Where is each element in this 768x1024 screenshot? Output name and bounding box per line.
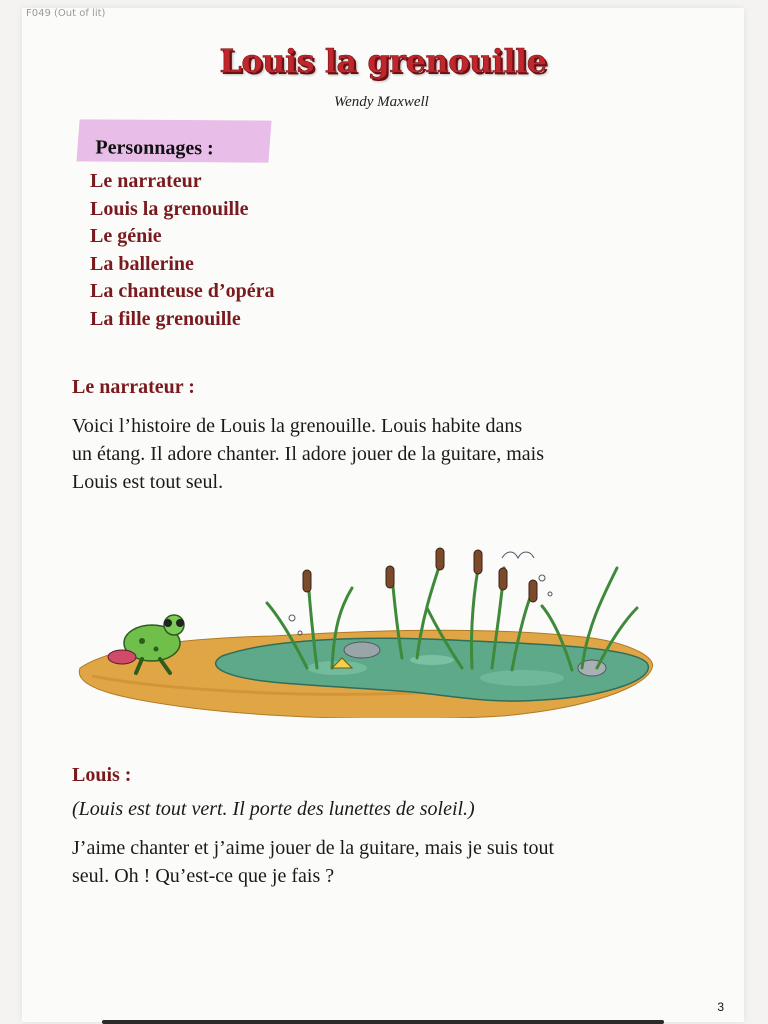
louis-speaker: Louis :	[72, 764, 132, 786]
list-item: Louis la grenouille	[90, 197, 249, 220]
list-item: Le génie	[90, 225, 162, 247]
louis-line: J’aime chanter et j’aime jouer de la guitare, mais je suis tout	[72, 837, 555, 859]
narrator-line: Louis est tout seul.	[72, 471, 224, 493]
bottom-divider	[102, 1020, 664, 1024]
narrator-speaker: Le narrateur :	[72, 376, 195, 398]
book-page	[22, 8, 744, 1022]
list-item: La fille grenouille	[90, 307, 241, 330]
stage-direction: (Louis est tout vert. Il porte des lunettes de soleil.)	[72, 798, 475, 820]
character-list	[90, 168, 274, 333]
narrator-paragraph	[72, 412, 544, 496]
list-item: La chanteuse d’opéra	[90, 280, 275, 302]
narrator-line: un étang. Il adore chanter. Il adore jouer de la guitare, mais	[72, 443, 545, 465]
louis-paragraph	[72, 834, 554, 890]
handwritten-note: F049 (Out of lit)	[26, 8, 106, 19]
page-number: 3	[717, 1000, 724, 1014]
author-name: Wendy Maxwell	[334, 94, 429, 110]
list-item: Le narrateur	[90, 170, 202, 192]
narrator-line: Voici l’histoire de Louis la grenouille. Louis habite dans	[72, 415, 523, 437]
characters-heading	[76, 119, 271, 162]
characters-heading-text: Personnages :	[95, 136, 214, 160]
frog-pond-illustration	[72, 518, 662, 718]
list-item: La ballerine	[90, 252, 194, 275]
louis-line: seul. Oh ! Qu’est-ce que je fais ?	[72, 865, 335, 887]
page-title: Louis la grenouille	[219, 42, 547, 80]
